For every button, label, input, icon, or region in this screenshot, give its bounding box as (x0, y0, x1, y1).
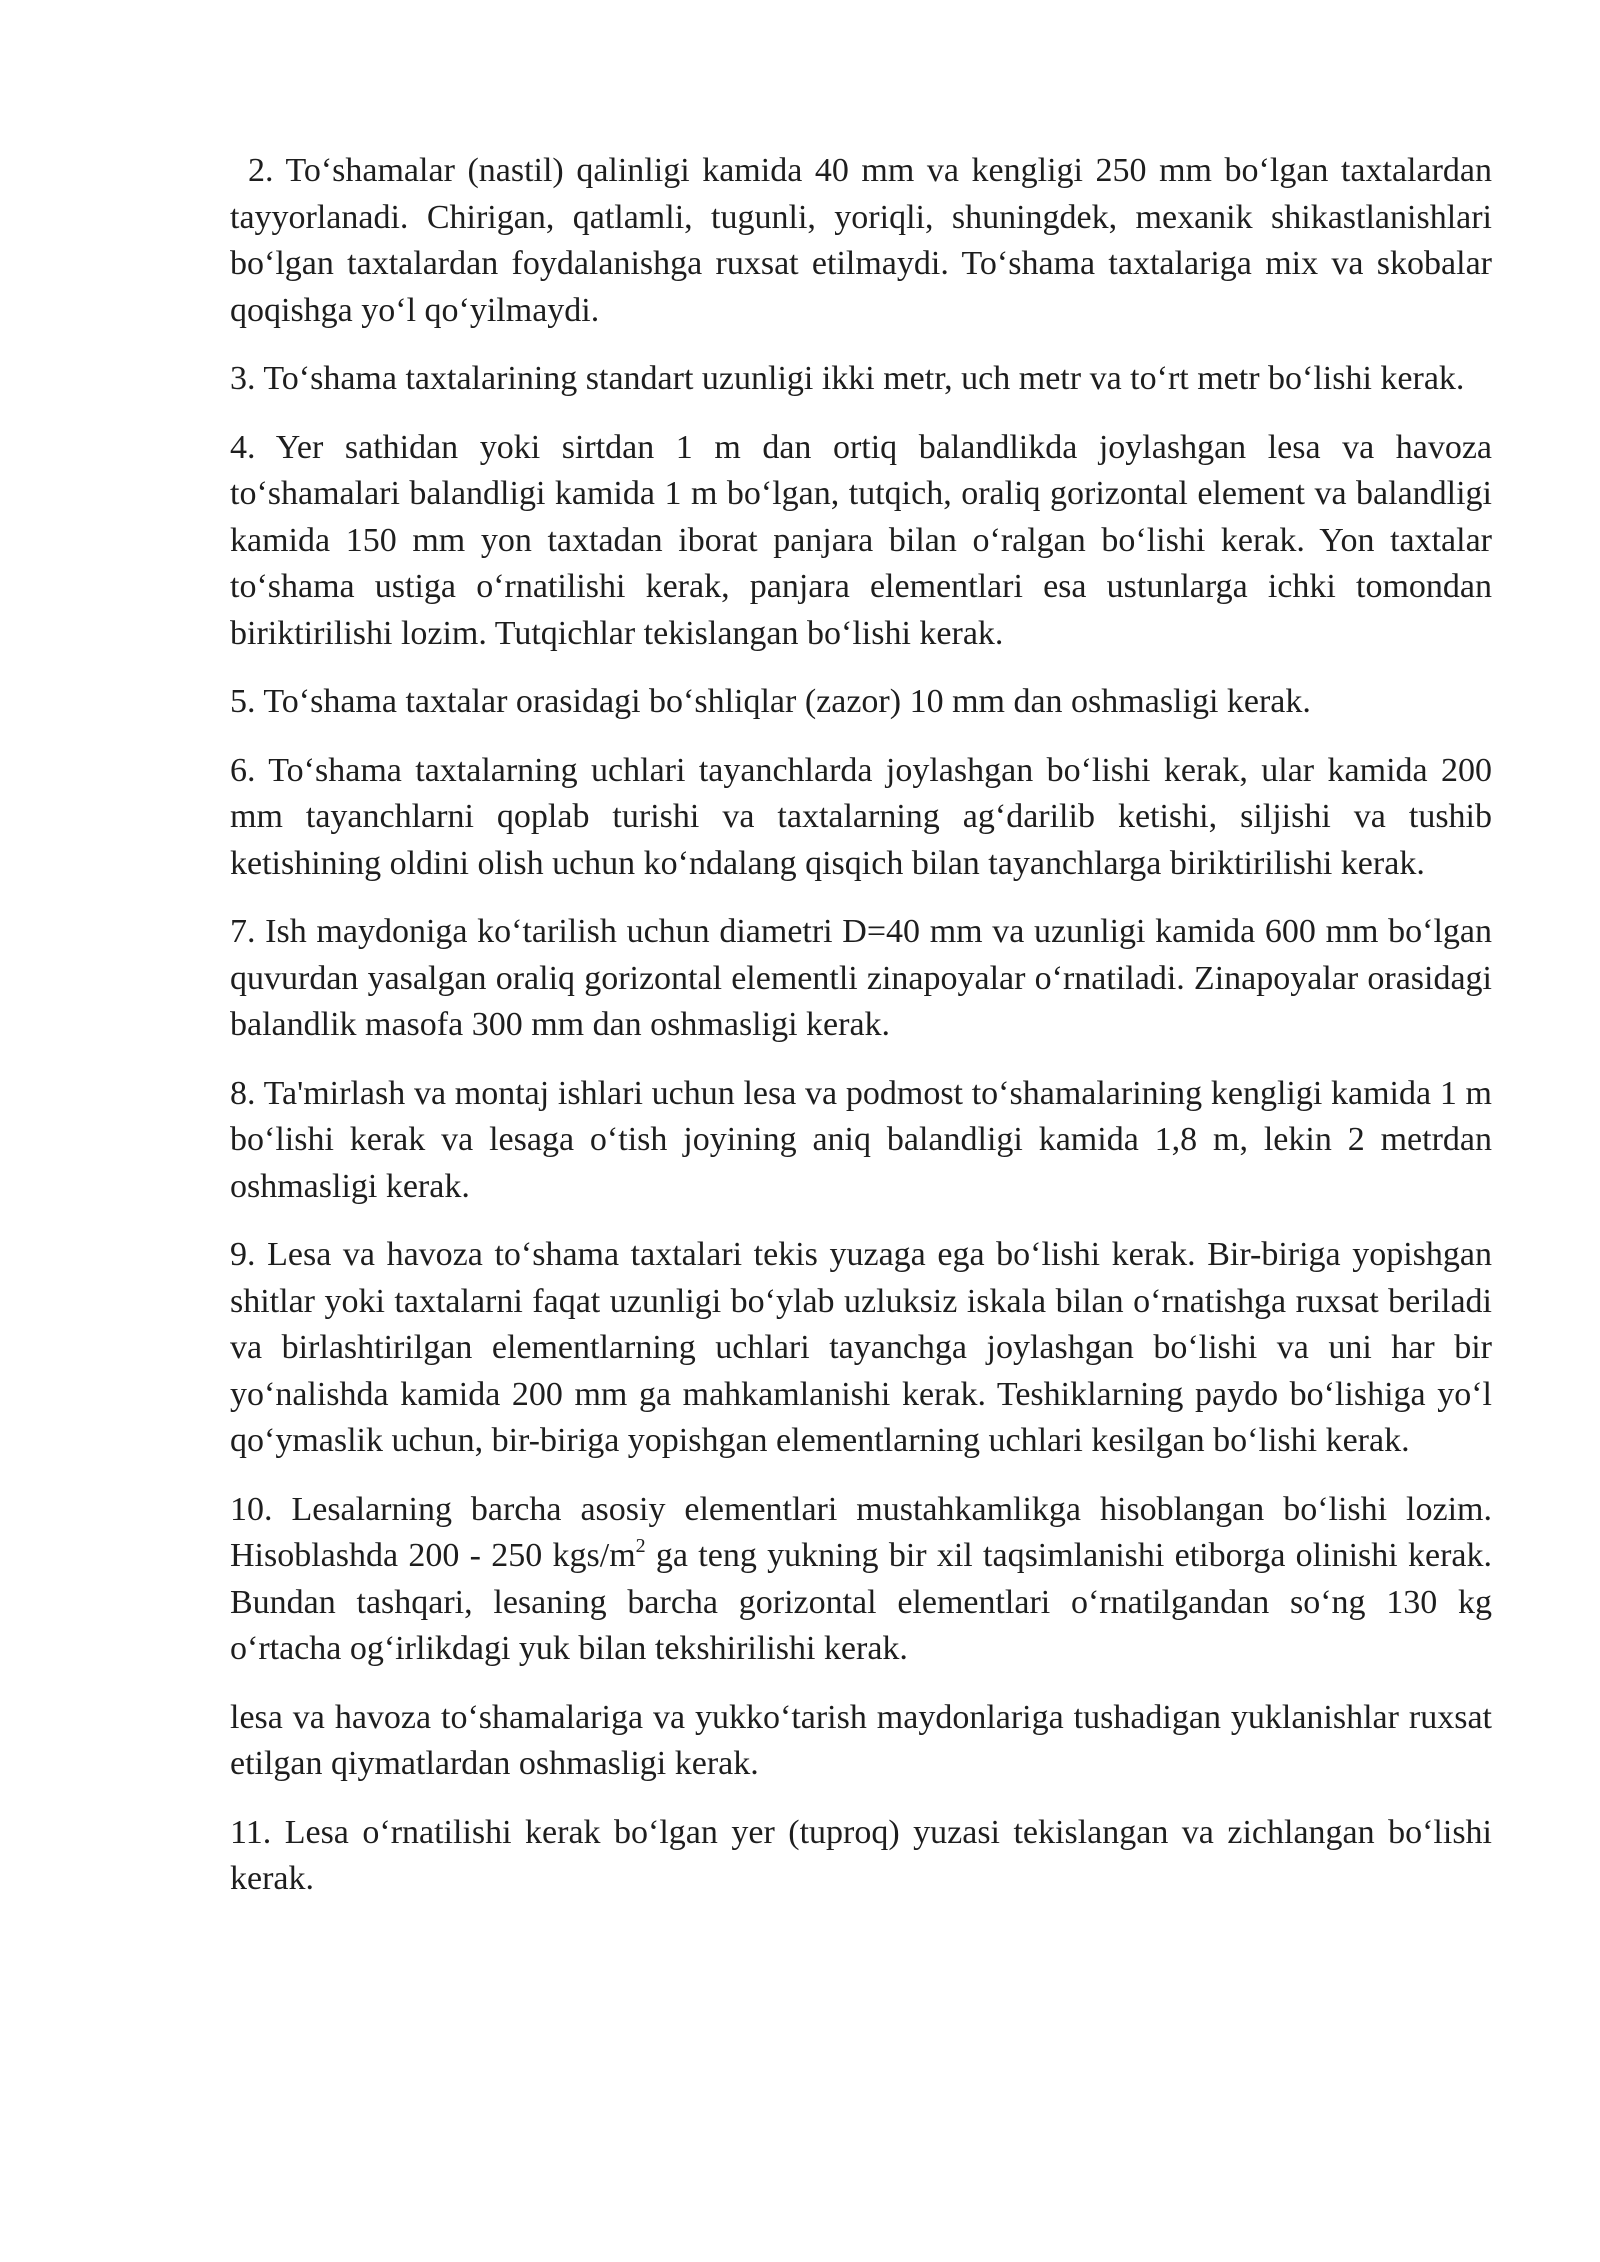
paragraph-5: 5. To‘shama taxtalar orasidagi bo‘shliqlar (zazor) 10 mm dan oshmasligi kerak. (230, 683, 1311, 720)
paragraph-9: 9. Lesa va havoza to‘shama taxtalari tekis yuzaga ega bo‘lishi kerak. Bir-biriga yopishgan shitlar yoki taxtalarni faqat uzunligi bo‘ylab uzluksiz iskala bilan o‘rnatishga ruxsat beriladi va birlashtirilgan elementlarning uchlari tayanchga joylashgan bo‘lishi va uni har bir yo‘nalishda kamida 200 mm ga mahkamlanishi kerak. Teshiklarning paydo bo‘lishiga yo‘l qo‘ymaslik uchun, bir-biriga yopishgan elementlarning uchlari kesilgan bo‘lishi kerak. (230, 1236, 1492, 1459)
paragraph-8: 8. Ta'mirlash va montaj ishlari uchun lesa va podmost to‘shamalarining kengligi kamida 1 m bo‘lishi kerak va lesaga o‘tish joyining aniq balandligi kamida 1,8 m, lekin 2 metrdan oshmasligi kerak. (230, 1074, 1492, 1205)
paragraph-3: 3. To‘shama taxtalarining standart uzunligi ikki metr, uch metr va to‘rt metr bo‘lishi kerak. (230, 360, 1465, 397)
paragraph-4: 4. Yer sathidan yoki sirtdan 1 m dan ortiq balandlikda joylashgan lesa va havoza to‘shamalari balandligi kamida 1 m bo‘lgan, tutqich, oraliq gorizontal element va balandligi kamida 150 mm yon taxtadan iborat panjara bilan o‘ralgan bo‘lishi kerak. Yon taxtalar to‘shama ustiga o‘rnatilishi kerak, panjara elementlari esa ustunlarga ichki tomondan biriktirilishi lozim. Tutqichlar tekislangan bo‘lishi kerak. (230, 428, 1492, 652)
paragraph-10-text-after: ga teng yukning bir xil taqsimlanishi etiborga olinishi kerak. Bundan tashqari, lesaning barcha gorizontal elementlari o‘rnatilgandan so‘ng 130 kg o‘rtacha og‘irlikdagi yuk bilan tekshirilishi kerak. (230, 1537, 1492, 1667)
paragraph-11: 11. Lesa o‘rnatilishi kerak bo‘lgan yer (tuproq) yuzasi tekislangan va zichlangan bo‘lishi kerak. (230, 1813, 1492, 1897)
paragraph-10-continuation: lesa va havoza to‘shamalariga va yukko‘tarish maydonlariga tushadigan yuklanishlar ruxsat etilgan qiymatlardan oshmasligi kerak. (230, 1698, 1492, 1782)
paragraph-10 (230, 1487, 1492, 1673)
paragraph-10-text-before: 10. Lesalarning barcha asosiy elementlari mustahkamlikga hisoblangan bo‘lishi lozim. Hisoblashda 200 - 250 kgs/m (230, 1490, 1492, 1574)
paragraph-7: 7. Ish maydoniga ko‘tarilish uchun diametri D=40 mm va uzunligi kamida 600 mm bo‘lgan quvurdan yasalgan oraliq gorizontal elementli zinapoyalar o‘rnatiladi. Zinapoyalar orasidagi balandlik masofa 300 mm dan oshmasligi kerak. (230, 913, 1492, 1043)
document-body (230, 148, 1492, 1925)
paragraph-10-superscript: 2 (635, 1535, 646, 1557)
paragraph-6: 6. To‘shama taxtalarning uchlari tayanchlarda joylashgan bo‘lishi kerak, ular kamida 200 mm tayanchlarni qoplab turishi va taxtalarning ag‘darilib ketishi, siljishi va tushib ketishining oldini olish uchun ko‘ndalang qisqich bilan tayanchlarga biriktirilishi kerak. (230, 751, 1492, 882)
paragraph-2: 2. To‘shamalar (nastil) qalinligi kamida 40 mm va kengligi 250 mm bo‘lgan taxtalardan tayyorlanadi. Chirigan, qatlamli, tugunli, yoriqli, shuningdek, mexanik shikastlanishlari bo‘lgan taxtalardan foydalanishga ruxsat etilmaydi. To‘shama taxtalariga mix va skobalar qoqishga yo‘l qo‘yilmaydi. (230, 152, 1492, 329)
